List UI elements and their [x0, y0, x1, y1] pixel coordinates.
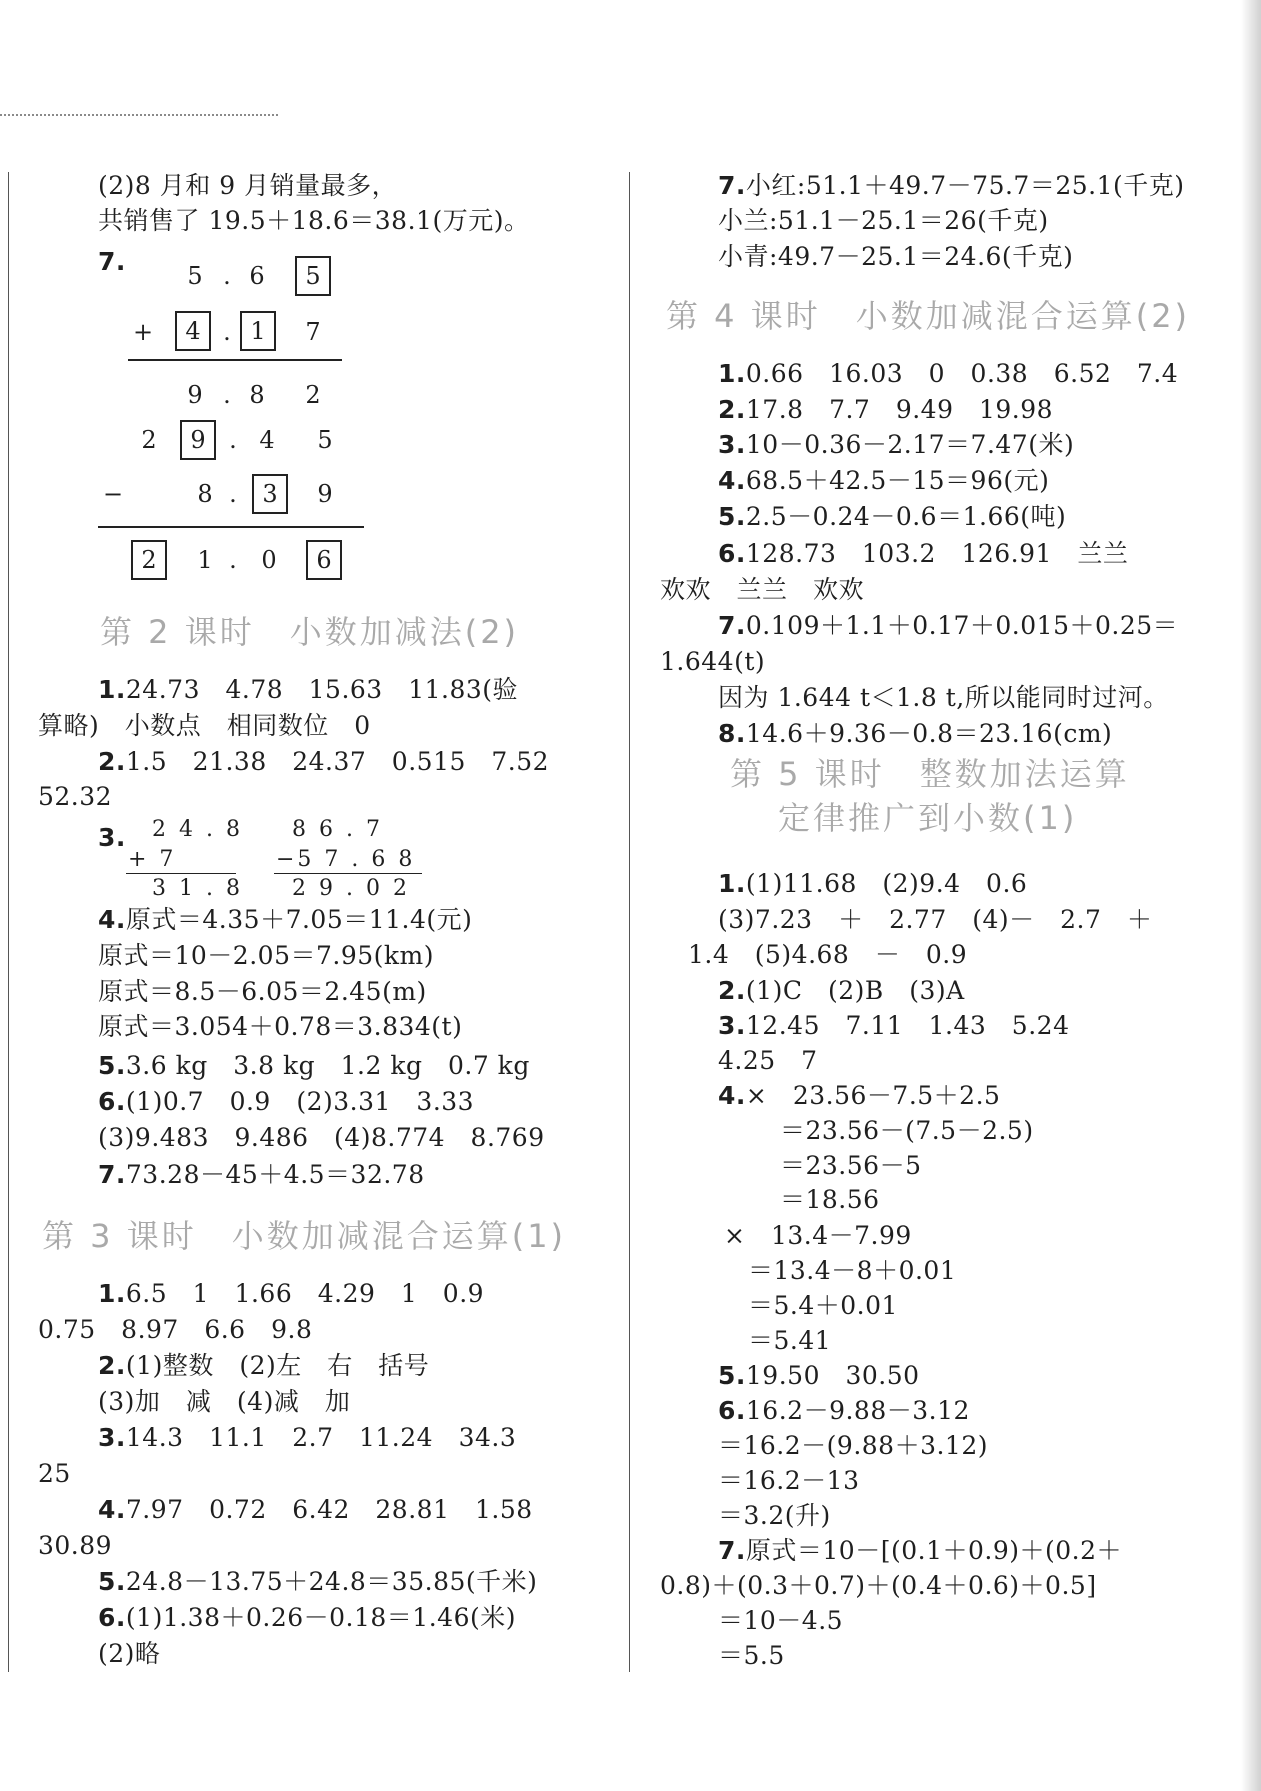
sum-rule	[128, 359, 342, 361]
answer-line: 5.2.5－0.24－0.6＝1.66(吨)	[718, 502, 1067, 531]
answer-line: 0.8)＋(0.3＋0.7)＋(0.4＋0.6)＋0.5]	[660, 1571, 1097, 1600]
digit: 2	[305, 381, 321, 409]
digit: 9	[317, 480, 333, 508]
calc-line: 2 4 . 8	[152, 817, 243, 842]
section-heading: 第 2 课时 小数加减法(2)	[100, 613, 520, 651]
answer-line: 7.0.109＋1.1＋0.17＋0.015＋0.25＝	[718, 611, 1179, 640]
answer-box: 6	[306, 540, 342, 580]
text-line: 共销售了 19.5＋18.6＝38.1(万元)。	[98, 206, 530, 235]
answer-line: 8.14.6＋9.36－0.8＝23.16(cm)	[718, 719, 1113, 748]
answer-line: 原式＝8.5－6.05＝2.45(m)	[98, 977, 427, 1006]
answer-line: 小青:49.7－25.1＝24.6(千克)	[718, 242, 1074, 271]
answer-line: 6.(1)1.38＋0.26－0.18＝1.46(米)	[98, 1603, 516, 1632]
question-number: 3.	[98, 823, 126, 852]
answer-box: 9	[180, 420, 216, 460]
answer-line: 25	[38, 1459, 71, 1488]
answer-line: ＝5.5	[718, 1641, 785, 1670]
answer-line: 因为 1.644 t＜1.8 t,所以能同时过河。	[718, 683, 1169, 712]
calc-line: 3 1 . 8	[152, 876, 243, 901]
answer-line: 52.32	[38, 782, 113, 811]
answer-box: 4	[175, 311, 211, 351]
answer-line: 5.24.8－13.75＋24.8＝35.85(千米)	[98, 1567, 538, 1596]
answer-line: 小兰:51.1－25.1＝26(千克)	[718, 206, 1049, 235]
answer-line: 2.(1)C (2)B (3)A	[718, 976, 965, 1005]
digit: 9	[187, 381, 203, 409]
answer-line: 5.19.50 30.50	[718, 1361, 920, 1390]
answer-line: × 13.4－7.99	[724, 1221, 912, 1250]
calc-line: + 7	[128, 847, 177, 872]
answer-line: 1.4 (5)4.68 － 0.9	[688, 940, 968, 969]
answer-line: 7.原式＝10－[(0.1＋0.9)＋(0.2＋	[718, 1536, 1123, 1565]
answer-line: 1.644(t)	[660, 647, 766, 676]
digit: .	[223, 381, 231, 409]
digit: 5	[317, 426, 333, 454]
answer-line: ＝16.2－13	[718, 1466, 860, 1495]
calc-rule	[126, 873, 236, 874]
answer-line: 3.12.45 7.11 1.43 5.24	[718, 1011, 1070, 1040]
answer-line: ＝13.4－8＋0.01	[748, 1256, 957, 1285]
answer-line: 7.小红:51.1＋49.7－75.7＝25.1(千克)	[718, 171, 1185, 200]
answer-line: ＝18.56	[780, 1185, 880, 1214]
digit: 8	[249, 381, 265, 409]
digit: .	[229, 480, 237, 508]
answer-line: 6.128.73 103.2 126.91 兰兰	[718, 539, 1129, 568]
answer-line: ＝3.2(升)	[718, 1501, 831, 1530]
digit: 0	[261, 546, 277, 574]
answer-line: 1.6.5 1 1.66 4.29 1 0.9	[98, 1279, 485, 1308]
answer-line: 7.73.28－45＋4.5＝32.78	[98, 1160, 425, 1189]
answer-line: 4.25 7	[718, 1046, 818, 1075]
answer-line: 0.75 8.97 6.6 9.8	[38, 1315, 313, 1344]
digit: 8	[197, 480, 213, 508]
answer-line: ＝16.2－(9.88＋3.12)	[718, 1431, 988, 1460]
answer-line: 3.14.3 11.1 2.7 11.24 34.3	[98, 1423, 517, 1452]
answer-line: 2.1.5 21.38 24.37 0.515 7.52	[98, 747, 550, 776]
digit: 2	[141, 426, 157, 454]
answer-line: (3)9.483 9.486 (4)8.774 8.769	[98, 1123, 545, 1152]
digit: 7	[305, 318, 321, 346]
digit: .	[229, 426, 237, 454]
calc-rule	[274, 873, 422, 874]
answer-line: 30.89	[38, 1531, 113, 1560]
answer-line: 原式＝10－2.05＝7.95(km)	[98, 941, 435, 970]
calc-line: 8 6 . 7	[292, 817, 383, 842]
answer-line: ＝23.56－(7.5－2.5)	[780, 1116, 1034, 1145]
digit: .	[223, 262, 231, 290]
section-heading: 第 3 课时 小数加减混合运算(1)	[42, 1217, 567, 1255]
answer-line: (3)7.23 ＋ 2.77 (4)－ 2.7 ＋	[718, 905, 1153, 934]
plus-sign: +	[132, 318, 154, 346]
digit: 1	[197, 546, 213, 574]
answer-line: 1.24.73 4.78 15.63 11.83(验	[98, 675, 519, 704]
answer-box: 1	[240, 311, 276, 351]
answer-line: 6.16.2－9.88－3.12	[718, 1396, 970, 1425]
left-margin-rule	[8, 172, 9, 1672]
answer-line: (3)加 减 (4)减 加	[98, 1387, 351, 1416]
answer-line: (2)略	[98, 1639, 161, 1668]
digit: 5	[187, 262, 203, 290]
page-edge-shadow	[1241, 0, 1261, 1791]
answer-box: 2	[131, 540, 167, 580]
answer-line: ＝5.41	[748, 1326, 832, 1355]
answer-line: 4.68.5＋42.5－15＝96(元)	[718, 466, 1050, 495]
answer-line: 5.3.6 kg 3.8 kg 1.2 kg 0.7 kg	[98, 1051, 530, 1080]
difference-rule	[98, 526, 364, 528]
answer-line: 2.17.8 7.7 9.49 19.98	[718, 395, 1054, 424]
answer-box: 5	[295, 256, 331, 296]
answer-box: 3	[252, 474, 288, 514]
section-heading: 第 5 课时 整数加法运算	[730, 755, 1130, 793]
answer-line: 3.10－0.36－2.17＝7.47(米)	[718, 430, 1075, 459]
answer-line: 算略) 小数点 相同数位 0	[38, 711, 371, 740]
header-dotted-rule	[0, 114, 278, 116]
question-number: 7.	[98, 247, 126, 276]
answer-line: ＝5.4＋0.01	[748, 1291, 898, 1320]
answer-line: 4.7.97 0.72 6.42 28.81 1.58	[98, 1495, 533, 1524]
answer-line: 1.0.66 16.03 0 0.38 6.52 7.4	[718, 359, 1179, 388]
answer-line: 1.(1)11.68 (2)9.4 0.6	[718, 869, 1028, 898]
digit: 4	[259, 426, 275, 454]
calc-line: −5 7 . 6 8	[276, 847, 416, 872]
digit: .	[223, 318, 231, 346]
section-heading: 第 4 课时 小数加减混合运算(2)	[666, 297, 1191, 335]
answer-line: ＝23.56－5	[780, 1151, 922, 1180]
answer-line: 4.原式＝4.35＋7.05＝11.4(元)	[98, 905, 473, 934]
digit: .	[229, 546, 237, 574]
digit: 6	[249, 262, 265, 290]
answer-line: 6.(1)0.7 0.9 (2)3.31 3.33	[98, 1087, 475, 1116]
answer-line: 2.(1)整数 (2)左 右 括号	[98, 1351, 430, 1380]
column-divider	[629, 172, 630, 1672]
answer-line: 原式＝3.054＋0.78＝3.834(t)	[98, 1012, 463, 1041]
calc-line: 2 9 . 0 2	[292, 876, 410, 901]
text-line: (2)8 月和 9 月销量最多，	[98, 171, 398, 200]
answer-line: 4.× 23.56－7.5＋2.5	[718, 1081, 1001, 1110]
minus-sign: −	[102, 480, 124, 508]
section-heading: 定律推广到小数(1)	[778, 799, 1078, 837]
answer-line: 欢欢 兰兰 欢欢	[660, 575, 865, 604]
answer-line: ＝10－4.5	[718, 1606, 844, 1635]
